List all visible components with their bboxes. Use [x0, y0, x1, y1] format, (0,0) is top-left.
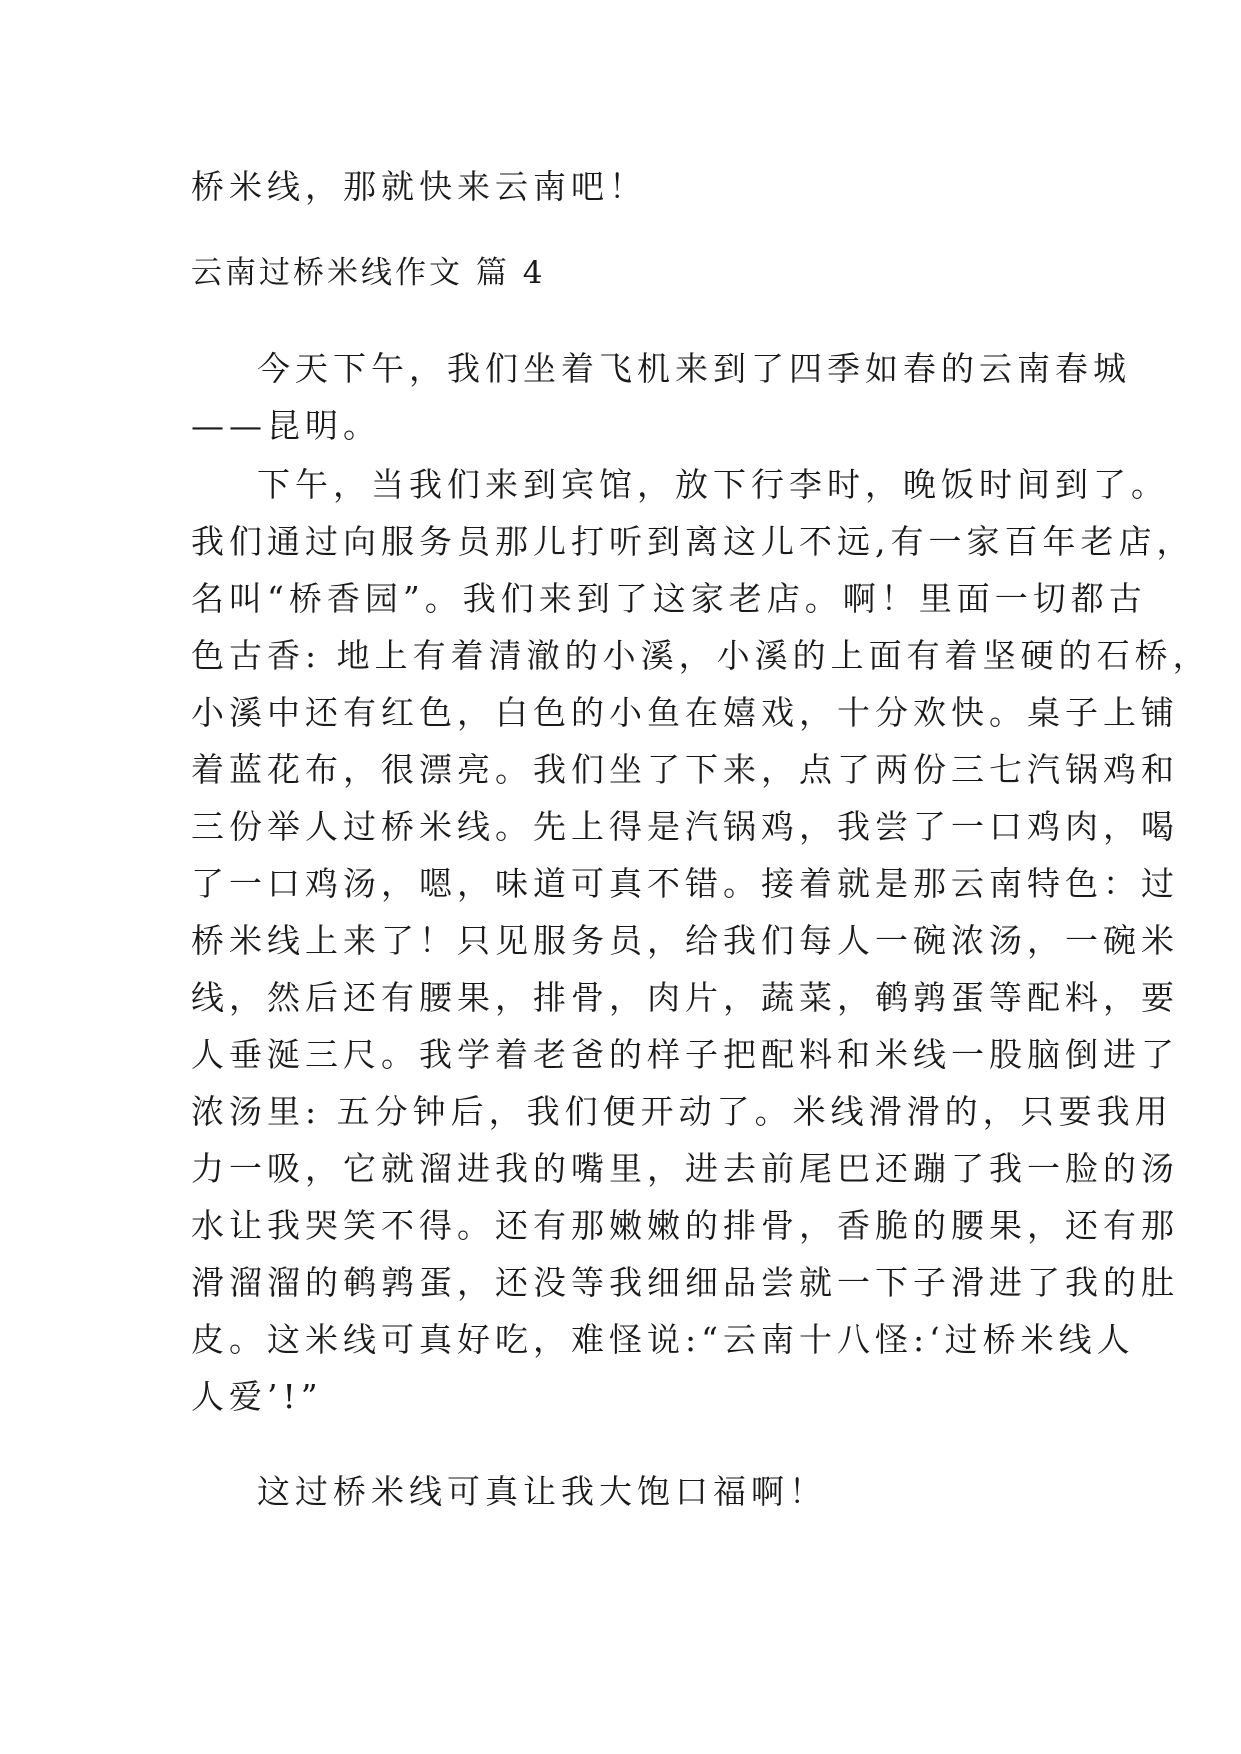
text-line: 滑溜溜的鹌鹑蛋，还没等我细细品尝就一下子滑进了我的肚	[191, 1263, 1179, 1302]
paragraph-1	[191, 340, 1131, 454]
text-line: 人爱’!”	[191, 1377, 323, 1416]
essay-heading: 云南过桥米线作文 篇 4	[191, 255, 546, 291]
text-line: 浓汤里: 五分钟后，我们便开动了。米线滑滑的，只要我用	[191, 1092, 1173, 1131]
text-line: 我们通过向服务员那儿打听到离这儿不远,有一家百年老店，	[191, 522, 1195, 561]
text-line: 水让我哭笑不得。还有那嫩嫩的排骨，香脆的腰果，还有那	[191, 1206, 1179, 1245]
text-line: 下午，当我们来到宾馆，放下行李时，晚饭时间到了。	[257, 465, 1169, 504]
text-line: 桥米线，那就快来云南吧！	[191, 167, 647, 206]
text-line: 人垂涎三尺。我学着老爸的样子把配料和米线一股脑倒进了	[191, 1035, 1179, 1074]
text-line: 着蓝花布，很漂亮。我们坐了下来，点了两份三七汽锅鸡和	[191, 750, 1179, 789]
text-line: 小溪中还有红色，白色的小鱼在嬉戏，十分欢快。桌子上铺	[191, 693, 1179, 732]
text-line: 色古香: 地上有着清澈的小溪，小溪的上面有着坚硬的石桥，	[191, 636, 1211, 675]
text-line: ——昆明。	[191, 406, 381, 445]
text-line: 名叫“桥香园”。我们来到了这家老店。啊！里面一切都古	[191, 579, 1147, 618]
paragraph-3	[191, 1463, 1071, 1520]
text-line: 三份举人过桥米线。先上得是汽锅鸡，我尝了一口鸡肉，喝	[191, 807, 1179, 846]
text-line: 了一口鸡汤，嗯，味道可真不错。接着就是那云南特色：过	[191, 864, 1179, 903]
text-line: 线，然后还有腰果，排骨，肉片，蔬菜，鹌鹑蛋等配料，要	[191, 978, 1179, 1017]
text-line: 力一吸，它就溜进我的嘴里，进去前尾巴还蹦了我一脸的汤	[191, 1149, 1179, 1188]
continuation-text	[191, 158, 1071, 215]
text-line: 桥米线上来了！只见服务员，给我们每人一碗浓汤，一碗米	[191, 921, 1179, 960]
paragraph-2	[191, 456, 1211, 1425]
text-line: 这过桥米线可真让我大饱口福啊！	[257, 1472, 827, 1511]
text-line: 皮。这米线可真好吃，难怪说:“云南十八怪:‘过桥米线人	[191, 1320, 1135, 1359]
text-line: 今天下午，我们坐着飞机来到了四季如春的云南春城	[257, 349, 1131, 388]
